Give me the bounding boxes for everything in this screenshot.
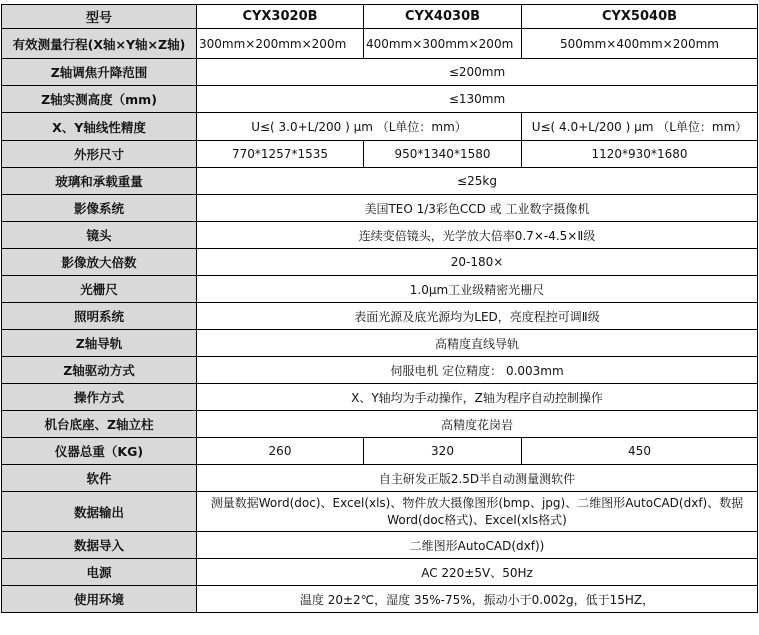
spec-value: 320 <box>364 438 522 465</box>
spec-value: 300mm×200mm×200m <box>197 29 364 59</box>
row-label: 照明系统 <box>2 303 197 330</box>
spec-value: ≤25kg <box>197 168 758 195</box>
table-row <box>2 411 758 438</box>
row-label: 镜头 <box>2 222 197 249</box>
table-row <box>2 330 758 357</box>
spec-value: 自主研发正版2.5D半自动测量测软件 <box>197 465 758 492</box>
spec-table <box>1 4 758 613</box>
spec-value: 连续变倍镜头，光学放大倍率0.7×-4.5×Ⅱ级 <box>197 222 758 249</box>
model-header: 型号 <box>2 5 197 29</box>
spec-value: 450 <box>522 438 758 465</box>
table-row <box>2 559 758 586</box>
model-cyx5040b: CYX5040B <box>522 5 758 29</box>
row-label: Z轴实测高度（mm) <box>2 86 197 113</box>
spec-value: 美国TEO 1/3彩色CCD 或 工业数字摄像机 <box>197 195 758 222</box>
table-row <box>2 222 758 249</box>
table-row <box>2 586 758 613</box>
table-row <box>2 195 758 222</box>
spec-value: 高精度直线导轨 <box>197 330 758 357</box>
row-label: 影像系统 <box>2 195 197 222</box>
spec-value: 测量数据Word(doc)、Excel(xls)、物件放大摄像图形(bmp、jpg)、二维图形AutoCAD(dxf)、数据Word(doc格式)、Excel(xls格式) <box>197 492 758 532</box>
row-label: 光栅尺 <box>2 276 197 303</box>
spec-value: 260 <box>197 438 364 465</box>
row-label: 仪器总重（KG) <box>2 438 197 465</box>
table-row <box>2 465 758 492</box>
spec-value: 伺服电机 定位精度： 0.003mm <box>197 357 758 384</box>
spec-value: 20-180× <box>197 249 758 276</box>
table-row <box>2 59 758 86</box>
spec-value: 950*1340*1580 <box>364 141 522 168</box>
table-row <box>2 303 758 330</box>
model-cyx4030b: CYX4030B <box>364 5 522 29</box>
table-row <box>2 29 758 59</box>
row-label: 电源 <box>2 559 197 586</box>
row-label: Z轴导轨 <box>2 330 197 357</box>
row-label: 机台底座、Z轴立柱 <box>2 411 197 438</box>
row-label: 数据导入 <box>2 532 197 559</box>
spec-value: AC 220±5V、50Hz <box>197 559 758 586</box>
spec-value: ≤200mm <box>197 59 758 86</box>
spec-value: 400mm×300mm×200m <box>364 29 522 59</box>
row-label: Z轴调焦升降范围 <box>2 59 197 86</box>
row-label: 玻璃和承载重量 <box>2 168 197 195</box>
spec-value: 500mm×400mm×200mm <box>522 29 758 59</box>
spec-value: U≤( 3.0+L/200 ) μm （L单位：mm） <box>197 113 522 141</box>
row-label: 操作方式 <box>2 384 197 411</box>
table-row <box>2 357 758 384</box>
spec-value: 表面光源及底光源均为LED，亮度程控可调Ⅱ级 <box>197 303 758 330</box>
table-row <box>2 276 758 303</box>
row-label: 影像放大倍数 <box>2 249 197 276</box>
spec-value: 1120*930*1680 <box>522 141 758 168</box>
row-label: 外形尺寸 <box>2 141 197 168</box>
table-header-row <box>2 5 758 29</box>
table-row <box>2 384 758 411</box>
table-row <box>2 168 758 195</box>
spec-value: ≤130mm <box>197 86 758 113</box>
spec-value: 1.0μm工业级精密光栅尺 <box>197 276 758 303</box>
spec-value: X、Y轴均为手动操作，Z轴为程序自动控制操作 <box>197 384 758 411</box>
row-label: 软件 <box>2 465 197 492</box>
row-label: 使用环境 <box>2 586 197 613</box>
spec-value: U≤( 4.0+L/200 ) μm （L单位：mm） <box>522 113 758 141</box>
spec-value: 温度 20±2℃，湿度 35%-75%，振动小于0.002g，低于15HZ， <box>197 586 758 613</box>
spec-value: 770*1257*1535 <box>197 141 364 168</box>
table-row <box>2 86 758 113</box>
table-row <box>2 249 758 276</box>
row-label: 有效测量行程(X轴×Y轴×Z轴) <box>2 29 197 59</box>
spec-value: 二维图形AutoCAD(dxf)) <box>197 532 758 559</box>
table-row <box>2 438 758 465</box>
table-row <box>2 113 758 141</box>
table-row <box>2 141 758 168</box>
spec-value: 高精度花岗岩 <box>197 411 758 438</box>
table-row <box>2 492 758 532</box>
row-label: X、Y轴线性精度 <box>2 113 197 141</box>
model-cyx3020b: CYX3020B <box>197 5 364 29</box>
table-row <box>2 532 758 559</box>
row-label: 数据输出 <box>2 492 197 532</box>
row-label: Z轴驱动方式 <box>2 357 197 384</box>
